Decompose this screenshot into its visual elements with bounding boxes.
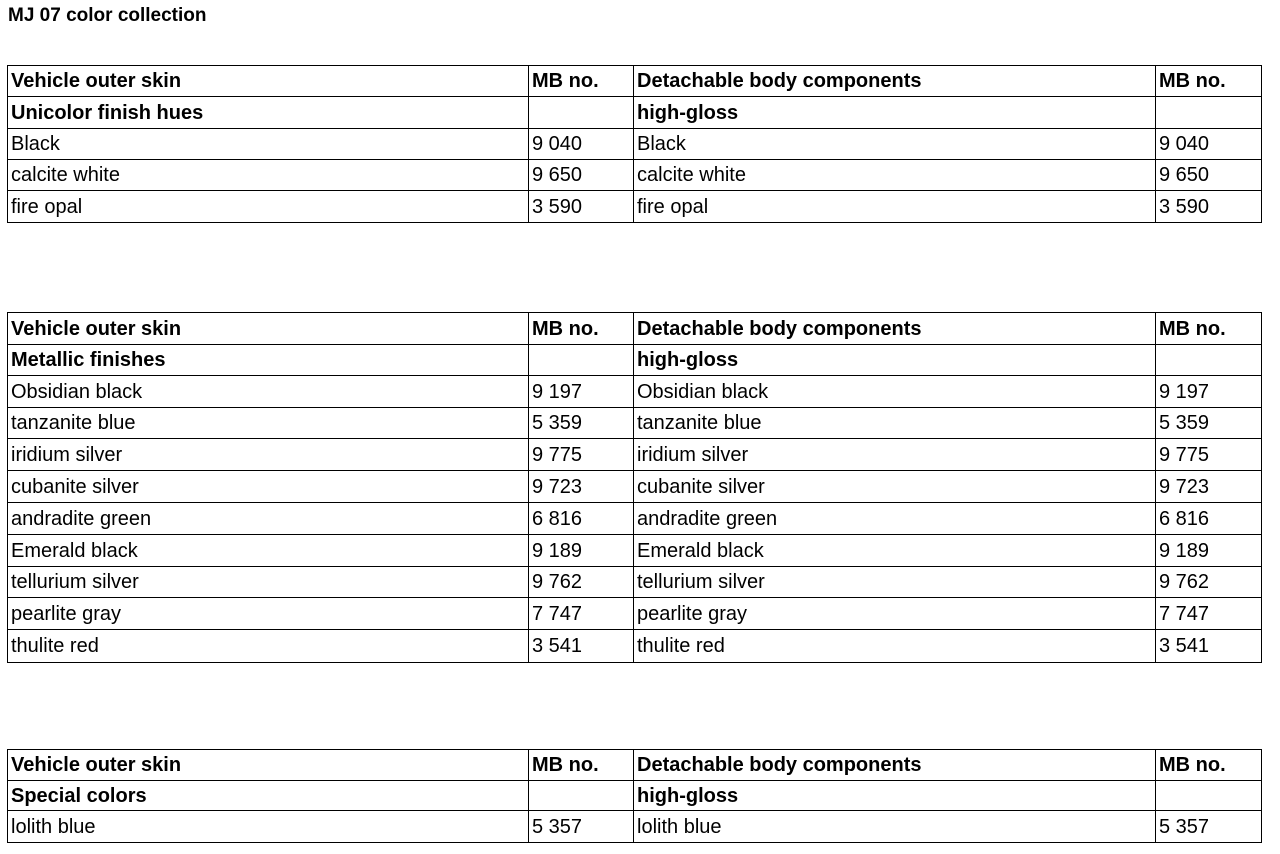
outer-skin-cell: Unicolor finish hues xyxy=(8,97,529,129)
components-mb-no-cell: 9 775 xyxy=(1156,439,1262,471)
components-mb-no-cell: 3 541 xyxy=(1156,630,1262,663)
body-components-cell: Emerald black xyxy=(634,535,1156,567)
outer-skin-cell: lolith blue xyxy=(8,811,529,843)
table-row xyxy=(8,811,1262,843)
components-mb-no-cell: MB no. xyxy=(1156,750,1262,781)
body-components-cell: high-gloss xyxy=(634,345,1156,376)
document-title: MJ 07 color collection xyxy=(8,5,207,26)
outer-mb-no-cell: 6 816 xyxy=(529,503,634,535)
body-components-cell: tanzanite blue xyxy=(634,408,1156,439)
table-header-row xyxy=(8,66,1262,97)
table-row xyxy=(8,408,1262,439)
table-subheader-row xyxy=(8,97,1262,129)
components-mb-no-cell: 9 040 xyxy=(1156,129,1262,160)
outer-skin-cell: Vehicle outer skin xyxy=(8,313,529,345)
outer-mb-no-cell: 9 775 xyxy=(529,439,634,471)
components-mb-no-cell: 9 723 xyxy=(1156,471,1262,503)
body-components-cell: Obsidian black xyxy=(634,376,1156,408)
table-row xyxy=(8,471,1262,503)
special-colors-table xyxy=(7,749,1262,843)
body-components-cell: lolith blue xyxy=(634,811,1156,843)
components-mb-no-cell xyxy=(1156,97,1262,129)
outer-skin-cell: Vehicle outer skin xyxy=(8,66,529,97)
outer-skin-cell: tanzanite blue xyxy=(8,408,529,439)
table-header-row xyxy=(8,313,1262,345)
outer-mb-no-cell: 9 197 xyxy=(529,376,634,408)
outer-skin-cell: andradite green xyxy=(8,503,529,535)
components-mb-no-cell: 3 590 xyxy=(1156,191,1262,223)
body-components-cell: Black xyxy=(634,129,1156,160)
table-row xyxy=(8,439,1262,471)
outer-mb-no-cell: 9 040 xyxy=(529,129,634,160)
outer-skin-cell: cubanite silver xyxy=(8,471,529,503)
body-components-cell: Detachable body components xyxy=(634,66,1156,97)
outer-mb-no-cell xyxy=(529,97,634,129)
table-row xyxy=(8,129,1262,160)
components-mb-no-cell: MB no. xyxy=(1156,66,1262,97)
body-components-cell: high-gloss xyxy=(634,97,1156,129)
components-mb-no-cell: 9 650 xyxy=(1156,160,1262,191)
table-header-row xyxy=(8,750,1262,781)
outer-skin-cell: Emerald black xyxy=(8,535,529,567)
table-subheader-row xyxy=(8,781,1262,811)
outer-mb-no-cell: MB no. xyxy=(529,750,634,781)
outer-mb-no-cell: 9 650 xyxy=(529,160,634,191)
body-components-cell: tellurium silver xyxy=(634,567,1156,598)
components-mb-no-cell: 7 747 xyxy=(1156,598,1262,630)
components-mb-no-cell: 9 762 xyxy=(1156,567,1262,598)
outer-mb-no-cell: 5 357 xyxy=(529,811,634,843)
table-row xyxy=(8,630,1262,663)
table-row xyxy=(8,191,1262,223)
table-row xyxy=(8,160,1262,191)
components-mb-no-cell xyxy=(1156,345,1262,376)
outer-skin-cell: Black xyxy=(8,129,529,160)
outer-mb-no-cell: 3 541 xyxy=(529,630,634,663)
body-components-cell: cubanite silver xyxy=(634,471,1156,503)
outer-mb-no-cell: 9 762 xyxy=(529,567,634,598)
components-mb-no-cell: 9 189 xyxy=(1156,535,1262,567)
body-components-cell: pearlite gray xyxy=(634,598,1156,630)
components-mb-no-cell: MB no. xyxy=(1156,313,1262,345)
outer-skin-cell: Obsidian black xyxy=(8,376,529,408)
table-row xyxy=(8,503,1262,535)
outer-mb-no-cell: 5 359 xyxy=(529,408,634,439)
outer-skin-cell: Special colors xyxy=(8,781,529,811)
body-components-cell: high-gloss xyxy=(634,781,1156,811)
body-components-cell: Detachable body components xyxy=(634,750,1156,781)
outer-skin-cell: tellurium silver xyxy=(8,567,529,598)
outer-mb-no-cell: MB no. xyxy=(529,66,634,97)
outer-mb-no-cell xyxy=(529,781,634,811)
body-components-cell: iridium silver xyxy=(634,439,1156,471)
outer-mb-no-cell: MB no. xyxy=(529,313,634,345)
outer-mb-no-cell: 7 747 xyxy=(529,598,634,630)
outer-skin-cell: iridium silver xyxy=(8,439,529,471)
body-components-cell: Detachable body components xyxy=(634,313,1156,345)
components-mb-no-cell: 9 197 xyxy=(1156,376,1262,408)
outer-mb-no-cell: 9 723 xyxy=(529,471,634,503)
table-row xyxy=(8,535,1262,567)
body-components-cell: fire opal xyxy=(634,191,1156,223)
table-row xyxy=(8,376,1262,408)
unicolor-table xyxy=(7,65,1262,223)
table-row xyxy=(8,598,1262,630)
outer-skin-cell: calcite white xyxy=(8,160,529,191)
metallic-table xyxy=(7,312,1262,663)
components-mb-no-cell: 5 359 xyxy=(1156,408,1262,439)
outer-skin-cell: pearlite gray xyxy=(8,598,529,630)
outer-skin-cell: thulite red xyxy=(8,630,529,663)
table-subheader-row xyxy=(8,345,1262,376)
components-mb-no-cell: 5 357 xyxy=(1156,811,1262,843)
components-mb-no-cell xyxy=(1156,781,1262,811)
body-components-cell: andradite green xyxy=(634,503,1156,535)
outer-mb-no-cell: 9 189 xyxy=(529,535,634,567)
body-components-cell: thulite red xyxy=(634,630,1156,663)
components-mb-no-cell: 6 816 xyxy=(1156,503,1262,535)
outer-skin-cell: fire opal xyxy=(8,191,529,223)
outer-mb-no-cell: 3 590 xyxy=(529,191,634,223)
outer-mb-no-cell xyxy=(529,345,634,376)
body-components-cell: calcite white xyxy=(634,160,1156,191)
table-row xyxy=(8,567,1262,598)
outer-skin-cell: Vehicle outer skin xyxy=(8,750,529,781)
outer-skin-cell: Metallic finishes xyxy=(8,345,529,376)
